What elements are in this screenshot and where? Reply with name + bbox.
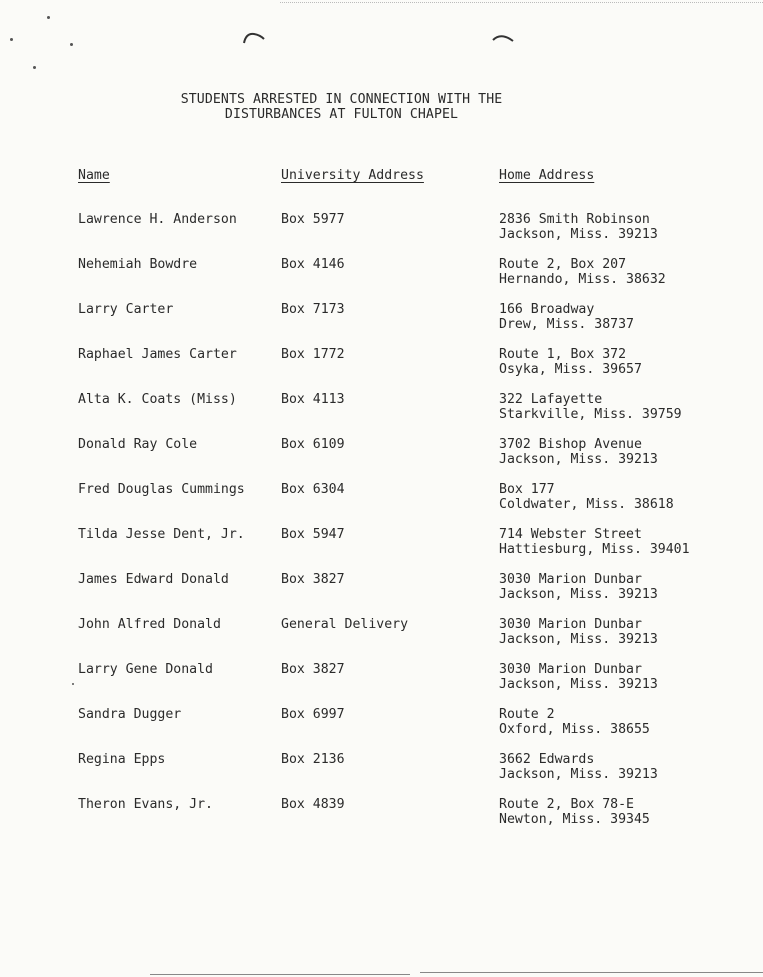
student-row — [0, 707, 763, 752]
home-address-line-1: Box 177 — [499, 482, 555, 497]
student-name: Fred Douglas Cummings — [78, 482, 245, 497]
home-address-line-1: Route 2, Box 207 — [499, 257, 627, 272]
university-address: Box 4146 — [281, 257, 345, 272]
home-address-line-1: Route 2, Box 78-E — [499, 797, 634, 812]
home-address — [499, 617, 658, 647]
student-name: Larry Carter — [78, 302, 174, 317]
scan-speck — [33, 66, 36, 69]
university-address: Box 5947 — [281, 527, 345, 542]
university-address: Box 6304 — [281, 482, 345, 497]
student-name: Regina Epps — [78, 752, 166, 767]
student-row — [0, 572, 763, 617]
scan-speck — [70, 43, 73, 46]
home-address-line-1: Route 1, Box 372 — [499, 347, 627, 362]
home-address-line-2: Oxford, Miss. 38655 — [499, 722, 650, 737]
column-header-university-address: University Address — [281, 168, 424, 183]
student-name: John Alfred Donald — [78, 617, 221, 632]
column-header-home-address: Home Address — [499, 168, 595, 183]
home-address-line-2: Hernando, Miss. 38632 — [499, 272, 666, 287]
home-address-line-1: 3702 Bishop Avenue — [499, 437, 642, 452]
student-row — [0, 527, 763, 572]
home-address — [499, 662, 658, 692]
scan-speck — [47, 16, 50, 19]
student-name: Theron Evans, Jr. — [78, 797, 213, 812]
home-address-line-2: Jackson, Miss. 39213 — [499, 452, 658, 467]
home-address-line-1: 3030 Marion Dunbar — [499, 572, 642, 587]
student-list — [0, 212, 763, 842]
top-edge-mark — [280, 2, 763, 3]
student-name: Donald Ray Cole — [78, 437, 198, 452]
student-name: Nehemiah Bowdre — [78, 257, 198, 272]
student-name: Raphael James Carter — [78, 347, 237, 362]
student-name: Sandra Dugger — [78, 707, 182, 722]
student-name: Lawrence H. Anderson — [78, 212, 237, 227]
home-address-line-1: 2836 Smith Robinson — [499, 212, 650, 227]
student-row — [0, 212, 763, 257]
home-address — [499, 572, 658, 602]
home-address-line-1: 166 Broadway — [499, 302, 595, 317]
university-address: Box 4839 — [281, 797, 345, 812]
student-row — [0, 752, 763, 797]
home-address — [499, 347, 642, 377]
document-title — [0, 92, 683, 122]
home-address — [499, 437, 658, 467]
home-address-line-1: 3662 Edwards — [499, 752, 595, 767]
home-address — [499, 527, 690, 557]
home-address-line-2: Jackson, Miss. 39213 — [499, 227, 658, 242]
home-address — [499, 257, 666, 287]
student-row — [0, 257, 763, 302]
home-address-line-2: Jackson, Miss. 39213 — [499, 767, 658, 782]
home-address-line-1: 322 Lafayette — [499, 392, 603, 407]
student-row — [0, 437, 763, 482]
home-address-line-1: 3030 Marion Dunbar — [499, 617, 642, 632]
student-name: Larry Gene Donald — [78, 662, 213, 677]
university-address: Box 2136 — [281, 752, 345, 767]
student-name: Alta K. Coats (Miss) — [78, 392, 237, 407]
home-address — [499, 797, 650, 827]
home-address — [499, 212, 658, 242]
home-address-line-2: Jackson, Miss. 39213 — [499, 632, 658, 647]
student-row — [0, 482, 763, 527]
student-name: James Edward Donald — [78, 572, 229, 587]
student-name: Tilda Jesse Dent, Jr. — [78, 527, 245, 542]
university-address: General Delivery — [281, 617, 409, 632]
university-address: Box 5977 — [281, 212, 345, 227]
student-row — [0, 617, 763, 662]
home-address-line-2: Starkville, Miss. 39759 — [499, 407, 682, 422]
university-address: Box 3827 — [281, 662, 345, 677]
home-address-line-2: Jackson, Miss. 39213 — [499, 677, 658, 692]
university-address: Box 6109 — [281, 437, 345, 452]
university-address: Box 3827 — [281, 572, 345, 587]
column-header-name: Name — [78, 168, 110, 183]
home-address-line-1: 3030 Marion Dunbar — [499, 662, 642, 677]
punch-hole-mark-right — [491, 30, 515, 44]
home-address-line-2: Hattiesburg, Miss. 39401 — [499, 542, 690, 557]
scan-speck — [10, 38, 13, 41]
bottom-edge-line — [420, 972, 763, 973]
home-address-line-2: Jackson, Miss. 39213 — [499, 587, 658, 602]
student-row — [0, 797, 763, 842]
home-address — [499, 752, 658, 782]
home-address-line-1: 714 Webster Street — [499, 527, 642, 542]
home-address-line-2: Osyka, Miss. 39657 — [499, 362, 642, 377]
student-row — [0, 347, 763, 392]
home-address-line-2: Drew, Miss. 38737 — [499, 317, 634, 332]
punch-hole-mark-left — [242, 30, 266, 44]
home-address-line-2: Coldwater, Miss. 38618 — [499, 497, 674, 512]
title-line-2: DISTURBANCES AT FULTON CHAPEL — [224, 107, 459, 122]
student-row — [0, 392, 763, 437]
title-line-1: STUDENTS ARRESTED IN CONNECTION WITH THE — [180, 92, 503, 107]
home-address-line-1: Route 2 — [499, 707, 555, 722]
home-address — [499, 392, 682, 422]
home-address — [499, 302, 634, 332]
university-address: Box 7173 — [281, 302, 345, 317]
university-address: Box 4113 — [281, 392, 345, 407]
bottom-edge-line — [150, 974, 410, 975]
home-address-line-2: Newton, Miss. 39345 — [499, 812, 650, 827]
home-address — [499, 482, 674, 512]
student-row — [0, 302, 763, 347]
home-address — [499, 707, 650, 737]
student-row — [0, 662, 763, 707]
university-address: Box 6997 — [281, 707, 345, 722]
university-address: Box 1772 — [281, 347, 345, 362]
